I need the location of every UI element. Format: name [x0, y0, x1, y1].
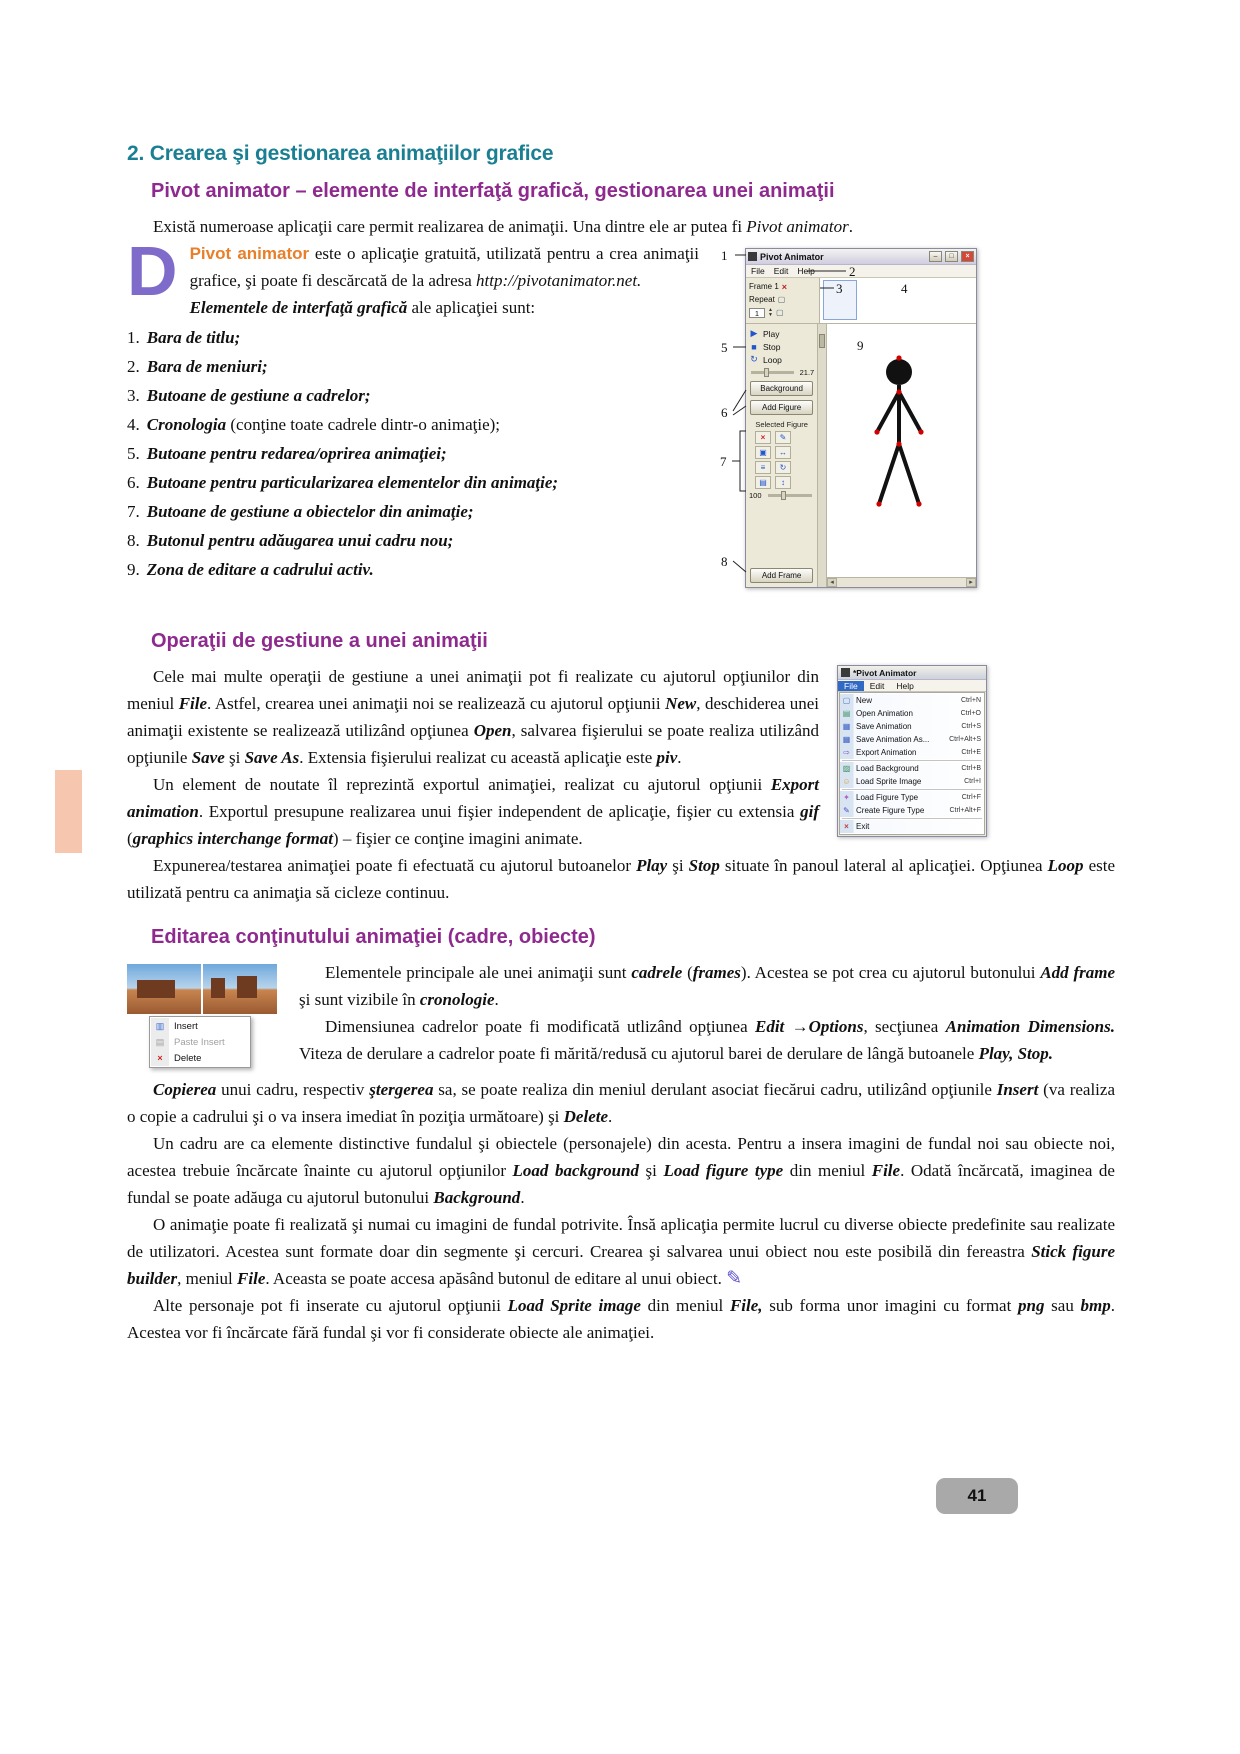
- menu-item-shortcut: Ctrl+I: [964, 778, 981, 785]
- speed-slider[interactable]: [749, 366, 814, 379]
- play-icon: ▶: [750, 328, 758, 338]
- menu-item-shortcut: Ctrl+Alt+S: [949, 736, 981, 743]
- menu-item-export-animation[interactable]: [840, 746, 984, 759]
- sprite-image-icon: ☺: [842, 777, 851, 786]
- menu-item-save-animation[interactable]: [840, 720, 984, 733]
- loop-label: Loop: [763, 354, 782, 365]
- file-dropdown-menu: [839, 692, 985, 835]
- speed-slider-track[interactable]: [751, 371, 794, 374]
- flip-figure-icon[interactable]: ↔: [775, 446, 791, 459]
- list-text: Butoane de gestiune a obiectelor din animaţie;: [146, 502, 474, 521]
- rotate-figure-icon[interactable]: ↻: [775, 461, 791, 474]
- scale-figure-icon[interactable]: ↕: [775, 476, 791, 489]
- editing-canvas[interactable]: [827, 324, 976, 587]
- menu-bar: [838, 680, 986, 692]
- load-background-icon: ▨: [842, 764, 851, 773]
- sprite-image-paragraph: Alte personaje pot fi inserate cu ajutorul opţiunii Load Sprite image din meniul File, sub forma unor imagini cu format png sau bmp. Acestea vor fi încărcate fără fundal şi vor fi considerate obiecte ale animaţiei.: [127, 1296, 1115, 1342]
- frames-paragraph: Elementele principale ale unei animaţii sunt cadrele (frames). Acestea se pot crea cu ajutorul butonului Add frame şi sunt vizibile în cronologie.: [299, 963, 1115, 1009]
- main-row: [746, 324, 976, 587]
- desert-photo-1: [127, 964, 201, 1014]
- stop-icon: ■: [751, 341, 757, 352]
- paste-insert-icon: ▤: [151, 1034, 169, 1050]
- menu-item-load-background[interactable]: [840, 762, 984, 775]
- play-stop-paragraph: Expunerea/testarea animaţiei poate fi efectuată cu ajutorul butoanelor Play şi Stop situate în panoul lateral al aplicaţiei. Opţiunea Loop este utilizată pentru ca animaţia să cicleze continuu.: [127, 856, 1116, 902]
- callout-5: 5: [721, 340, 728, 355]
- frame-management-box: [746, 278, 820, 323]
- insert-columns-icon: ▥: [151, 1018, 169, 1034]
- page-number-badge: [936, 1478, 1018, 1514]
- window-title: Pivot Animator: [760, 251, 824, 262]
- speed-value: 21.7: [799, 368, 815, 377]
- opacity-control[interactable]: [749, 489, 814, 502]
- play-button[interactable]: [749, 327, 814, 340]
- repeat-spinner[interactable]: ▲ ▼: [768, 306, 773, 318]
- opacity-slider-track[interactable]: [768, 494, 813, 497]
- edit-figure-icon[interactable]: ✎: [775, 431, 791, 444]
- new-document-icon: ▢: [842, 696, 851, 705]
- loop-checkbox[interactable]: [749, 353, 814, 366]
- speed-slider-thumb[interactable]: [764, 368, 769, 377]
- menu-item-label: New: [856, 696, 873, 705]
- elements-lead: Elementele de interfaţă grafică ale aplicaţiei sunt:: [189, 298, 536, 317]
- pivot-description-text: Pivot animator este o aplicaţie gratuită, utilizată pentru a crea animaţii grafice, şi poate fi descărcată de la adresa http://pivotanimator.net.: [189, 244, 699, 290]
- butte-shape: [237, 976, 257, 998]
- stick-figure[interactable]: [827, 324, 976, 564]
- menu-item-shortcut: Ctrl+S: [961, 723, 981, 730]
- list-text: Butonul pentru adăugarea unui cadru nou;: [146, 531, 454, 550]
- menu-item-label: Export Animation: [856, 748, 917, 757]
- vertical-scroll-thumb[interactable]: [819, 334, 825, 348]
- delete-frame-icon[interactable]: ×: [781, 281, 788, 292]
- context-item-delete[interactable]: [151, 1050, 249, 1066]
- section1-heading: Pivot animator – elemente de interfaţă grafică, gestionarea unei animaţii: [151, 180, 835, 202]
- selected-figure-label: Selected Figure: [755, 420, 808, 429]
- window-title: *Pivot Animator: [853, 667, 917, 678]
- pivot-window: [745, 248, 977, 588]
- context-item-insert[interactable]: [151, 1018, 249, 1034]
- list-text: Butoane de gestiune a cadrelor;: [146, 386, 371, 405]
- menu-item-label: Load Background: [856, 764, 919, 773]
- repeat-label: Repeat: [749, 295, 775, 304]
- list-number: 9.: [127, 560, 140, 579]
- side-panel: [746, 324, 818, 587]
- list-number: 1.: [127, 328, 140, 347]
- minimize-button[interactable]: –: [929, 251, 942, 262]
- copy-frame-icon[interactable]: ▢: [777, 295, 786, 304]
- section3-heading: Editarea conţinutului animaţiei (cadre, obiecte): [151, 926, 596, 948]
- title-bar[interactable]: [746, 249, 976, 265]
- horizontal-scrollbar[interactable]: [827, 577, 976, 587]
- list-text: Bara de meniuri;: [146, 357, 268, 376]
- menu-item-shortcut: Ctrl+F: [961, 794, 981, 801]
- menu-item-exit[interactable]: [840, 820, 984, 833]
- menu-item-label: Create Figure Type: [856, 806, 925, 815]
- play-label: Play: [763, 328, 780, 339]
- raise-figure-icon[interactable]: ≡: [755, 461, 771, 474]
- menu-edit[interactable]: Edit: [773, 266, 789, 276]
- menu-item-load-figure-type[interactable]: [840, 791, 984, 804]
- list-text: Bara de titlu;: [146, 328, 241, 347]
- list-number: 8.: [127, 531, 140, 550]
- context-item-label: Delete: [174, 1052, 202, 1064]
- app-icon: [841, 668, 850, 677]
- figure-tools-grid: [749, 431, 814, 489]
- frame-context-menu: [149, 1016, 251, 1068]
- menu-separator: [842, 818, 982, 819]
- menu-item-load-sprite-image[interactable]: [840, 775, 984, 788]
- list-number: 3.: [127, 386, 140, 405]
- file-operations-paragraph: Cele mai multe operaţii de gestiune a unei animaţii pot fi realizate cu ajutorul opţiunilor din meniul File. Astfel, crearea unei animaţii noi se realizează cu ajutorul opţiunii New, deschiderea unei animaţii existente se realizează utilizând opţiunea Open, salvarea fişierului se poate realiza utilizând opţiunile Save şi Save As. Extensia fişierului realizat cu această aplicaţie este piv.: [127, 667, 819, 767]
- callout-6: 6: [721, 405, 728, 420]
- menu-file[interactable]: File: [751, 266, 765, 276]
- mesa-shape: [137, 980, 175, 998]
- background-button[interactable]: Background: [750, 381, 813, 396]
- callout-8: 8: [721, 554, 728, 569]
- callout-3: 3: [836, 281, 843, 296]
- center-figure-icon[interactable]: ▣: [755, 446, 771, 459]
- list-text-rest: (conţine toate cadrele dintr-o animaţie);: [226, 415, 501, 434]
- frame-controls-row: [746, 278, 976, 324]
- title-bar[interactable]: [838, 666, 986, 680]
- context-item-paste-insert[interactable]: [151, 1034, 249, 1050]
- section3-content: [127, 959, 1115, 1346]
- opacity-slider-thumb[interactable]: [781, 491, 786, 500]
- frame-context-menu-figure: [127, 964, 279, 1070]
- menu-item-shortcut: Ctrl+Alt+F: [949, 807, 981, 814]
- exit-icon: ×: [844, 822, 849, 831]
- file-menu-window: [837, 665, 987, 837]
- list-number: 7.: [127, 502, 140, 521]
- section2-heading: Operaţii de gestiune a unei animaţii: [151, 630, 488, 652]
- intro-paragraph: Există numeroase aplicaţii care permit realizarea de animaţii. Una dintre ele ar putea fi Pivot animator.: [153, 217, 854, 236]
- menu-item-label: Exit: [856, 822, 870, 831]
- scroll-left-icon[interactable]: ◂: [827, 578, 837, 587]
- menu-item-label: Save Animation: [856, 722, 912, 731]
- section1-content: [127, 232, 1115, 610]
- menu-item-open-animation[interactable]: [840, 707, 984, 720]
- butte-shape: [211, 978, 225, 998]
- loop-icon: ↻: [750, 354, 758, 364]
- menu-item-shortcut: Ctrl+O: [960, 710, 981, 717]
- menu-item-new[interactable]: [840, 694, 984, 707]
- background-thumbnails: [127, 964, 279, 1014]
- delete-figure-icon[interactable]: ×: [755, 431, 771, 444]
- list-text: Butoane pentru redarea/oprirea animaţiei;: [146, 444, 447, 463]
- menu-separator: [842, 789, 982, 790]
- context-item-label: Paste Insert: [174, 1036, 225, 1048]
- close-button[interactable]: ×: [961, 251, 974, 262]
- frame-label: Frame 1: [749, 282, 779, 291]
- menu-item-label: Open Animation: [856, 709, 913, 718]
- menu-item-save-animation-as[interactable]: [840, 733, 984, 746]
- add-frame-button[interactable]: Add Frame: [750, 568, 813, 583]
- duplicate-figure-icon[interactable]: ▤: [755, 476, 771, 489]
- opacity-value: 100: [749, 491, 762, 500]
- menu-file[interactable]: File: [838, 681, 864, 691]
- list-text: Butoane pentru particularizarea elementelor din animaţie;: [146, 473, 559, 492]
- paste-frame-icon[interactable]: ▢: [775, 308, 784, 317]
- menu-item-shortcut: Ctrl+E: [961, 749, 981, 756]
- maximize-button[interactable]: □: [945, 251, 958, 262]
- chapter-heading: 2. Crearea şi gestionarea animaţiilor grafice: [127, 142, 554, 165]
- menu-item-create-figure-type[interactable]: [840, 804, 984, 817]
- save-disk-icon: ▦: [842, 722, 851, 731]
- callout-7: 7: [720, 454, 727, 469]
- desert-photo-2: [203, 964, 277, 1014]
- callout-4: 4: [901, 281, 908, 296]
- menu-item-shortcut: Ctrl+N: [960, 697, 981, 704]
- menu-help[interactable]: Help: [797, 266, 815, 276]
- scroll-right-icon[interactable]: ▸: [966, 578, 976, 587]
- menu-bar: [746, 265, 976, 278]
- dimensions-paragraph: Dimensiunea cadrelor poate fi modificată utlizând opţiunea Edit →Options, secţiunea Animation Dimensions. Viteza de derulare a cadrelor poate fi mărită/redusă cu ajutorul barei de derulare de lângă butoanele Play, Stop.: [299, 1017, 1115, 1063]
- pivot-animator-screenshot: [715, 244, 987, 600]
- menu-item-label: Save Animation As...: [856, 735, 930, 744]
- stop-label: Stop: [763, 341, 781, 352]
- callout-9: 9: [857, 338, 864, 353]
- margin-tab: [55, 770, 82, 853]
- background-objects-paragraph: Un cadru are ca elemente distinctive fundalul şi obiectele (personajele) din acesta. Pentru a insera imagini de fundal noi sau obiecte noi, acestea trebuie încărcate înainte cu ajutorul opţiunilor Load background şi Load figure type din meniul File. Odată încărcată, imaginea de fundal se poate adăuga cu ajutorul butonului Background.: [127, 1134, 1115, 1207]
- callout-1: 1: [721, 248, 728, 263]
- load-figure-type-icon: ✦: [843, 793, 850, 802]
- drop-cap: D: [127, 232, 178, 310]
- list-number: 4.: [127, 415, 140, 434]
- section2-content: [127, 663, 1115, 906]
- list-number: 5.: [127, 444, 140, 463]
- export-icon: ⇨: [843, 748, 850, 757]
- callout-2: 2: [849, 264, 856, 279]
- menu-item-shortcut: Ctrl+B: [961, 765, 981, 772]
- open-folder-icon: ▤: [842, 709, 851, 718]
- delete-icon: ×: [151, 1050, 169, 1066]
- menu-separator: [842, 760, 982, 761]
- vertical-scrollbar[interactable]: [818, 324, 827, 587]
- file-menu-screenshot: [837, 665, 987, 837]
- timeline-cronologia[interactable]: [820, 278, 976, 323]
- list-number: 2.: [127, 357, 140, 376]
- menu-edit[interactable]: Edit: [869, 680, 885, 691]
- menu-help[interactable]: Help: [896, 680, 914, 691]
- list-number: 6.: [127, 473, 140, 492]
- copy-delete-paragraph: Copierea unui cadru, respectiv ştergerea sa, se poate realiza din meniul derulant asociat fiecărui cadru, utilizând opţiunile Insert (va realiza o copie a cadrului şi o va insera imediat în poziţia următoare) şi Delete.: [127, 1080, 1115, 1126]
- page-content: [127, 142, 1115, 1346]
- export-paragraph: Un element de noutate îl reprezintă exportul animaţiei, realizat cu ajutorul opţiunii Export animation. Exportul presupune realizarea unui fişier independent de aplicaţie, fişier cu extensia gif (graphics interchange format) – fişier ce conţine imagini animate.: [127, 775, 819, 848]
- save-as-disk-icon: ▦: [842, 735, 851, 744]
- repeat-input[interactable]: 1: [749, 308, 765, 318]
- page-number: 41: [967, 1486, 987, 1505]
- menu-item-label: Load Sprite Image: [856, 777, 922, 786]
- stick-figure-builder-paragraph: O animaţie poate fi realizată şi numai cu imagini de fundal potrivite. Însă aplicaţia permite lucrul cu diverse obiecte predefinite sau realizate de utilizatori. Acestea sunt formate doar din segmente şi cercuri. Crearea şi salvarea unui obiect nou este posibilă din fereastra Stick figure builder, meniul File. Aceasta se poate accesa apăsând butonul de editare al unui obiect. ✎: [127, 1215, 1115, 1289]
- create-figure-type-icon: ✎: [843, 806, 850, 815]
- menu-item-label: Load Figure Type: [856, 793, 919, 802]
- context-item-label: Insert: [174, 1020, 198, 1032]
- app-icon: [748, 252, 757, 261]
- add-figure-button[interactable]: Add Figure: [750, 400, 813, 415]
- list-text: Zona de editare a cadrului activ.: [146, 560, 374, 579]
- list-text: Cronologia: [146, 415, 227, 434]
- stop-button[interactable]: [749, 340, 814, 353]
